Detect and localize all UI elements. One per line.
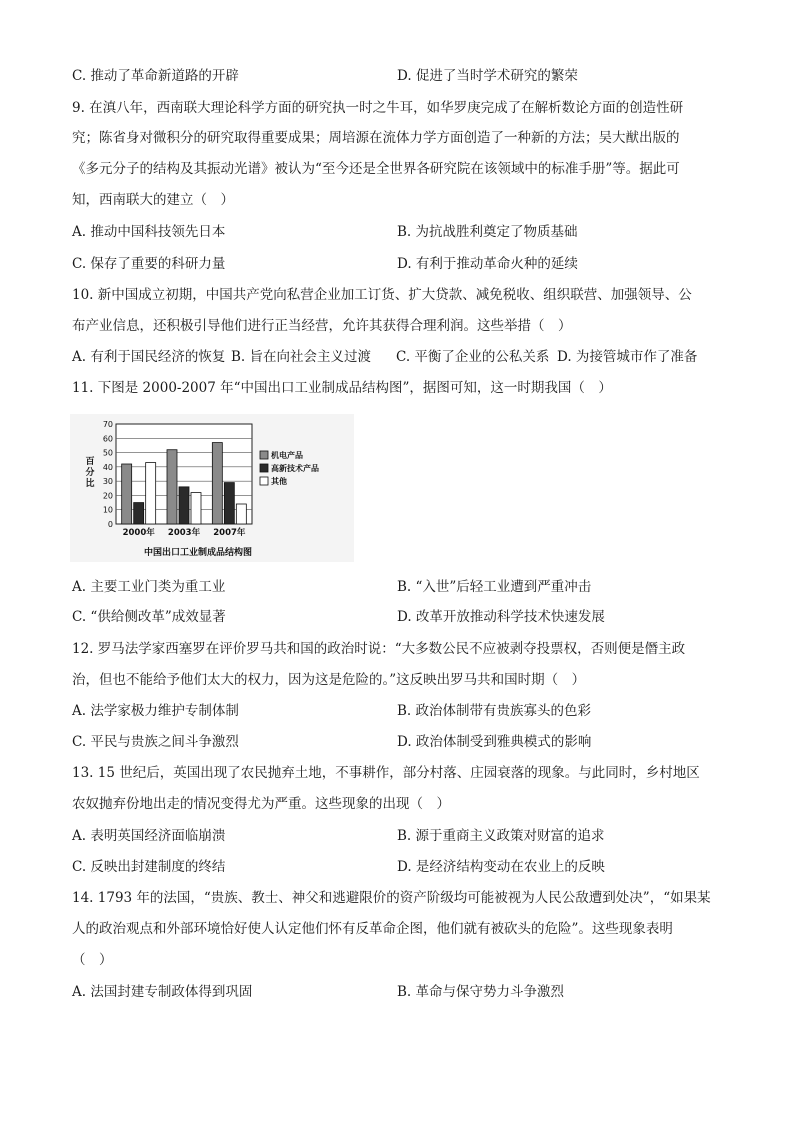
y-axis-label-char: 比: [85, 479, 95, 489]
legend-label: 机电产品: [271, 451, 303, 460]
q13-stem-line1: 13. 15 世纪后，英国出现了农民抛弃土地，不事耕作，部分村落、庄园衰落的现象。与此同时，乡村地区: [72, 765, 700, 781]
bar-1: [212, 443, 222, 524]
bar-1: [122, 464, 132, 524]
q11-stem-line1: 11. 下图是 2000-2007 年“中国出口工业制成品结构图”，据图可知，这一时期我国（ ）: [72, 380, 612, 396]
bar-2: [134, 503, 144, 524]
q14-option-b: B. 革命与保守势力斗争激烈: [397, 984, 565, 1000]
q11-option-d: D. 改革开放推动科学技术快速发展: [397, 609, 605, 625]
q14-stem-line2: 人的政治观点和外部环境恰好使人认定他们怀有反革命企图，他们就有被砍头的危险”。这些现象表明: [72, 921, 673, 937]
chart-image-frame: [70, 414, 354, 562]
y-axis-label-char: 百: [85, 457, 95, 467]
q10-stem-line2: 布产业信息，还积极引导他们进行正当经营，允许其获得合理利润。这些举措（ ）: [72, 318, 572, 334]
legend-label: 其他: [271, 477, 287, 486]
q13-stem-line2: 农奴抛弃份地出走的情况变得尤为严重。这些现象的出现（ ）: [72, 796, 450, 812]
q12-option-c: C. 平民与贵族之间斗争激烈: [72, 734, 239, 750]
chart-title: 中国出口工业制成品结构图: [143, 548, 253, 558]
q14-stem-line3: （ ）: [72, 952, 113, 968]
y-tick-label: 50: [102, 448, 113, 458]
q8-option-d: D. 促进了当时学术研究的繁荣: [397, 68, 578, 84]
y-axis-label-char: 分: [85, 468, 95, 478]
q10-stem-line1: 10. 新中国成立初期，中国共产党向私营企业加工订货、扩大贷款、减免税收、组织联营、加强领导、公: [72, 287, 692, 303]
q10-option-b: B. 旨在向社会主义过渡: [231, 349, 372, 365]
legend-swatch: [260, 451, 268, 459]
q13-option-c: C. 反映出封建制度的终结: [72, 859, 226, 875]
y-tick-label: 30: [102, 477, 113, 487]
q14-stem-line1: 14. 1793 年的法国，“贵族、教士、神父和逃避限价的资产阶级均可能被视为人民公敌遭到处决”，“如果某: [72, 890, 711, 906]
q9-option-b: B. 为抗战胜利奠定了物质基础: [397, 224, 578, 240]
q9-stem-line4: 知，西南联大的建立（ ）: [72, 192, 234, 208]
q9-stem-line2: 究；陈省身对微积分的研究取得重要成果；周培源在流体力学方面创造了一种新的方法；吴大猷出版的: [72, 130, 680, 146]
y-tick-label: 70: [102, 420, 113, 429]
y-tick-label: 20: [102, 491, 113, 501]
q10-option-a: A. 有利于国民经济的恢复: [72, 349, 226, 365]
y-tick-label: 10: [102, 505, 113, 515]
q10-option-d: D. 为接管城市作了准备: [557, 349, 698, 365]
bar-2: [179, 487, 189, 524]
q12-stem-line2: 治，但也不能给予他们太大的权力，因为这是危险的。”这反映出罗马共和国时期（ ）: [72, 672, 586, 688]
q12-stem-line1: 12. 罗马法学家西塞罗在评价罗马共和国的政治时说：“大多数公民不应被剥夺投票权，否则便是僭主政: [72, 641, 686, 657]
q12-option-d: D. 政治体制受到雅典模式的影响: [397, 734, 592, 750]
x-tick-label: 2003年: [167, 528, 201, 538]
bar-2: [224, 483, 234, 524]
q9-option-d: D. 有利于推动革命火种的延续: [397, 256, 578, 272]
q8-option-c: C. 推动了革命新道路的开辟: [72, 68, 239, 84]
x-tick-label: 2000年: [122, 528, 155, 538]
y-tick-label: 0: [107, 520, 113, 529]
q10-option-c: C. 平衡了企业的公私关系: [396, 349, 550, 365]
bar-1: [167, 450, 177, 524]
bar-3: [191, 493, 201, 524]
y-tick-label: 60: [102, 434, 113, 444]
q9-option-c: C. 保存了重要的科研力量: [72, 256, 226, 272]
q12-option-a: A. 法学家极力维护专制体制: [72, 703, 239, 719]
x-tick-label: 2007年: [213, 528, 246, 538]
q13-option-a: A. 表明英国经济面临崩溃: [72, 828, 226, 844]
q9-stem-line1: 9. 在滇八年，西南联大理论科学方面的研究执一时之牛耳，如华罗庚完成了在解析数论方面的创造性研: [72, 100, 684, 116]
legend-swatch: [260, 477, 268, 485]
q11-option-a: A. 主要工业门类为重工业: [72, 579, 226, 595]
q14-option-a: A. 法国封建专制政体得到巩固: [72, 984, 253, 1000]
q13-option-d: D. 是经济结构变动在农业上的反映: [397, 859, 605, 875]
y-tick-label: 40: [102, 462, 113, 472]
q11-option-b: B. “入世”后轻工业遭到严重冲击: [397, 579, 592, 595]
q9-stem-line3: 《多元分子的结构及其振动光谱》被认为“至今还是全世界各研究院在该领域中的标准手册”等。据此可: [72, 161, 680, 177]
bar-3: [146, 463, 156, 524]
legend-label: 高新技术产品: [271, 464, 319, 473]
bar-3: [236, 504, 246, 524]
q13-option-b: B. 源于重商主义政策对财富的追求: [397, 828, 605, 844]
q9-option-a: A. 推动中国科技领先日本: [72, 224, 226, 240]
export-structure-chart: [70, 414, 354, 562]
q11-option-c: C. “供给侧改革”成效显著: [72, 609, 226, 625]
q12-option-b: B. 政治体制带有贵族寡头的色彩: [397, 703, 592, 719]
legend-swatch: [260, 464, 268, 472]
